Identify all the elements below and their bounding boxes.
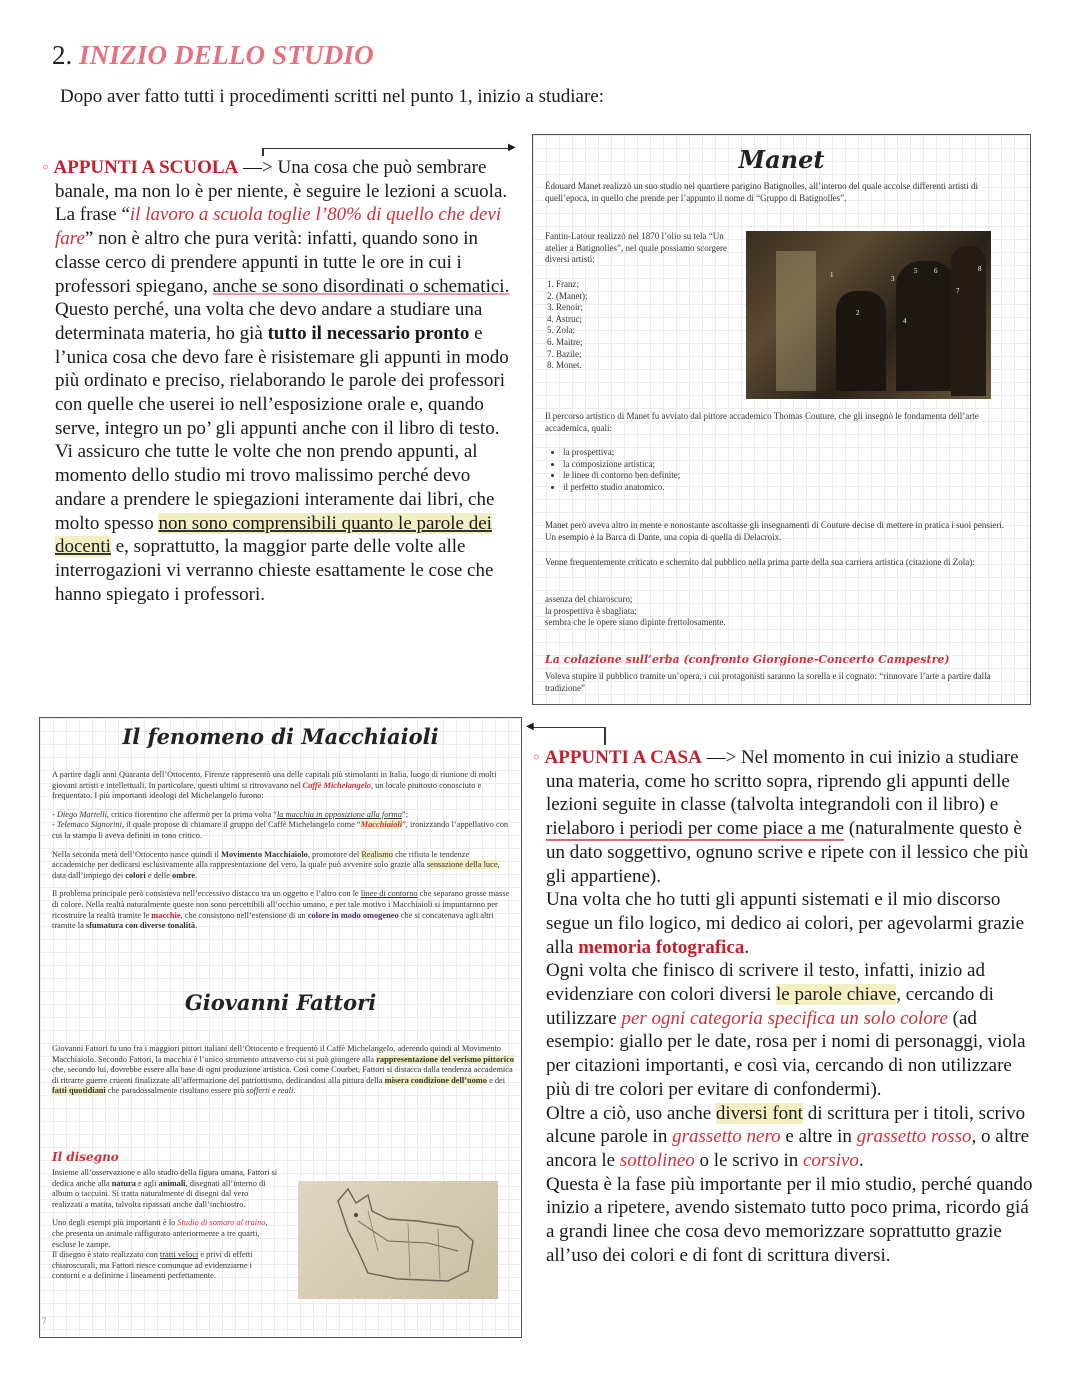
arrow-icon: —> (243, 157, 273, 178)
disegno-p8c: , che presenta un animale raffigurato anteriormente a tre quarti, escluse le zampe. (52, 1218, 268, 1249)
macchiaioli-p1c: , un locale piuttosto conosciuto e frequentato. I più importanti ideologi del Michelangelo furono: (52, 780, 482, 801)
manet-p2: Fantin-Latour realizzò nel 1870 l’olio su tela “Un atelier a Batignolles”, nel quale possiamo scorgere diversi artisti: (545, 231, 728, 265)
macchiaioli-term: Macchiaioli (360, 820, 403, 830)
artist-item: 2. (Manet); (547, 290, 588, 301)
macchiaioli-p3d: ”, ironizzando l’appellativo con cui la stampa li aveva definiti in tono critico. (52, 820, 509, 840)
section-title-text: INIZIO DELLO STUDIO (79, 40, 374, 70)
atelier-painting-image (746, 231, 991, 399)
casa-p3c: , cercando di utilizzare (546, 984, 994, 1029)
fattori-p6k: . (293, 1086, 296, 1096)
disegno-subtitle: Il disegno (52, 1150, 119, 1164)
fatti-quotidiani: fatti quotidiani (52, 1086, 106, 1096)
manet-p7: Voleva stupire il pubblico tramite un’opera, i cui protagonisti saranno la sorella e il cognato: “rinnovare l’arte a partire dalla tradizione” (545, 671, 991, 693)
sfumatura: sfumatura con diverse tonalità (85, 921, 196, 931)
painting-label: 5 (914, 267, 918, 275)
scuola-heading: APPUNTI A SCUOLA (53, 157, 239, 178)
manet-notes (532, 134, 1031, 705)
sofferti: sofferti (246, 1086, 270, 1096)
painting-label: 2 (856, 309, 860, 317)
reali: reali (277, 1086, 294, 1096)
fattori-p6i: e (272, 1086, 276, 1096)
painting-label: 1 (830, 271, 834, 279)
bullet-icon: ◦ (533, 747, 540, 768)
painting-label: 6 (934, 267, 938, 275)
fattori-p6g: che paradossalmente risultano essere più (107, 1086, 245, 1096)
disegno-p9a: Il disegno è stato realizzato con (52, 1250, 158, 1260)
scuola-p4a: Vi assicuro che tutte le volte che non prendo appunti, al momento dello studio mi trovo malissimo perché devo andare a prendere le spiegazioni interamente dai libri, che molto spesso (55, 441, 495, 534)
parole-chiave: le parole chiave (776, 984, 897, 1006)
scuola-p2b: ” non è altro che pura verità: infatti, quando sono in classe cerco di prendere appunti in tutte le ore in cui i professori spiegano, (55, 228, 478, 297)
macchiaioli-title: Il fenomeno di Macchiaioli (122, 724, 439, 749)
scuola-p2a: La frase “ (55, 204, 130, 226)
macchiaioli-p4c: , promotore del (307, 849, 360, 859)
diversi-font: diversi font (715, 1102, 803, 1124)
casa-section (533, 746, 1033, 1267)
grassetto-nero: grassetto nero (672, 1126, 781, 1148)
tratti-veloci: tratti veloci (159, 1250, 199, 1260)
fattori-p6e: e dei (489, 1075, 506, 1085)
manet-criticisms (545, 594, 845, 629)
sottolineo: sottolineo (619, 1149, 695, 1171)
casa-p1c: (naturalmente questo è un dato soggettivo, ognuno scrive e ripete con il lessico che più gli appartiene). (546, 818, 1029, 887)
section-title (52, 40, 374, 71)
macchiaioli-p5i: . (195, 921, 198, 931)
misera-condizione: misera condizione dell’uomo (384, 1075, 487, 1085)
disegno-p7a: Insieme all’osservazione e allo studio della figura umana, Fattori si dedica anche alla (52, 1168, 278, 1188)
manet-p1: Édouard Manet realizzò un suo studio nel quartiere parigino Batignolles, all’interno del quale accolse differenti artisti di quell’epoca, in quello che prende per l’appunto il nome di “Gruppo di Batignolles”. (545, 181, 978, 203)
casa-p4g: , o altre ancora le (546, 1126, 1030, 1171)
artist-item: 5. Zola; (547, 325, 575, 336)
list-item: • le linee di contorno ben definite; (563, 470, 863, 482)
fattori-title: Giovanni Fattori (184, 990, 377, 1015)
casa-p4c: di scrittura per i titoli, scrivo alcune parole in (546, 1102, 1026, 1148)
fattori-p6c: che, secondo lui, dovrebbe essere alla base di ogni produzione artistica. Così come Courbet, Fattori si distacca dalla tendenza accademica di ritrarre guerre cruenti finalizzate all’affermazione del patriottismo, dedicandosi alla pittura della (52, 1065, 513, 1085)
arrow-tick (262, 148, 264, 156)
disegno-p7c: e agli (138, 1178, 157, 1188)
artist-item: 6. Maitre; (547, 336, 583, 347)
casa-p4a: Oltre a ciò, uso anche (546, 1102, 712, 1124)
painting-label: 8 (978, 265, 982, 273)
casa-p4k: . (858, 1149, 864, 1171)
criticism-item: la prospettiva è sbagliata; (545, 605, 637, 616)
list-item: • il perfetto studio anatomico. (563, 482, 863, 494)
macchie: macchie (151, 910, 181, 920)
corsivo: corsivo (802, 1149, 859, 1171)
casa-p2a: Una volta che ho tutti gli appunti sistemati e il mio discorso segue un filo logico, mi dedico ai colori, per agevolarmi grazie alla (546, 889, 1024, 958)
artist-item: 1. Franz; (547, 279, 579, 289)
section-number: 2. (52, 40, 73, 70)
macchiaioli-text (52, 770, 514, 932)
colore-categoria: per ogni categoria specifica un solo colore (621, 1007, 948, 1029)
casa-p3a: Ogni volta che finisco di scrivere il testo, infatti, inizio ad evidenziare con colori diversi (546, 960, 985, 1006)
macchiaioli-p4i: e delle (147, 870, 170, 880)
studio-somaro: Studio di somaro al traino (177, 1218, 266, 1228)
scuola-p1: Una cosa che può sembrare banale, ma non lo è per niente, è seguire le lezioni a scuola. (55, 157, 508, 202)
manet-p3: Il percorso artistico di Manet fu avviato dal pittore accademico Thomas Couture, che gli insegnò le fondamenta dell’arte accademica, quali: (545, 411, 979, 433)
disegno-p9c: e privi di effetti chiaroscurali, ma Fattori riesce comunque ad evidenziarne i contorni e a definirne i lineamenti perfettamente. (52, 1250, 253, 1281)
manet-p5: Venne frequentemente criticato e schernito dal pubblico nella prima parte della sua carriera artistica (citazione di Zola): (545, 557, 975, 567)
macchiaioli-p4g: , data dall’impiego dei (52, 860, 500, 880)
casa-p1b: rielaboro i periodi per come piace a me (546, 818, 845, 840)
ombre: ombre (172, 870, 196, 880)
arrow-tick (604, 727, 606, 745)
macchiaioli-p5e: , che consistono nell’estensione di un (180, 910, 306, 920)
disegno-text (52, 1168, 278, 1282)
scuola-p4c: e, soprattutto, la maggior parte delle volte alle interrogazioni vi verranno chieste esattamente le cose che hanno spiegato i professori. (55, 536, 494, 605)
donkey-sketch-icon (298, 1181, 498, 1299)
casa-p1a: Nel momento in cui inizio a studiare una materia, come ho scritto sopra, riprendo gli appunti delle lezioni seguite in classe (talvolta integrandoli con il libro) e (546, 747, 1019, 816)
scuola-p3a: Questo perché, una volta che devo andare a studiare una determinata materia, ho già (55, 299, 483, 344)
manet-title: Manet (738, 145, 825, 174)
manet-artist-list (547, 279, 667, 372)
natura: natura (111, 1178, 136, 1188)
scuola-p4b: non sono comprensibili quanto le parole dei docenti (55, 512, 492, 558)
manet-p4: Manet però aveva altro in mente e nonostante ascoltasse gli insegnamenti di Couture decise di mettere in pratica i suoi pensieri. Un esempio è la Barca di Dante, una copia di quella di Delacroix. (545, 520, 1005, 542)
telemaco-signorini: - Telemaco Signorini (52, 820, 122, 830)
macchiaioli-p3b: , il quale propose di chiamare il gruppo del Caffè Michelangelo come “ (121, 820, 361, 830)
artist-item: 4. Astruc; (547, 313, 582, 324)
scuola-section (42, 156, 512, 606)
casa-p2c: . (744, 936, 750, 958)
manet-subtitle: La colazione sull’erba (confronto Giorgione-Concerto Campestre) (545, 653, 950, 666)
bullet-icon: ◦ (42, 157, 49, 178)
macchiaioli-p5a: Il problema principale però consisteva nell’eccessivo distacco tra un oggetto e l’altro con le (52, 889, 359, 899)
criticism-item: assenza del chiaroscuro; (545, 594, 633, 604)
linee-contorno: linee di contorno (360, 889, 418, 899)
scuola-p2c: anche se sono disordinati o schematici. (212, 275, 510, 297)
scuola-p3c: e l’unica cosa che devo fare è risistemare gli appunti in modo più ordinato e preciso, rielaborando le parole dei professori con quelle che userei io nell’esposizione orale e, quando serve, integro un po’ gli appunti anche con il libro di testo. (55, 322, 509, 439)
sensazione-luce: sensazione della luce (426, 860, 498, 870)
list-item: • la prospettiva; (563, 447, 863, 459)
macchiaioli-p2b: , critico fiorentino che affermò per la prima volta “ (106, 809, 277, 819)
macchiaioli-p1a: A partire dagli anni Quaranta dell’Ottocento, Firenze rappresentò una delle capitali più stimolanti in Italia, luogo di riunione di molti giovani artisti e intellettuali. In particolare, questi ultimi si ritrovavano nel (52, 770, 497, 790)
casa-p3e: (ad esempio: giallo per le date, rosa per i nomi di personaggi, viola per citazioni importanti, e così via, cercando di non utilizzare più di tre colori per evitare di confondermi). (546, 1007, 1026, 1100)
movimento-macchiaiolo: Movimento Macchiaiolo (221, 849, 308, 859)
artist-item: 7. Bazile; (547, 348, 582, 359)
verismo-pittorico: rappresentazione del verismo pittorico (376, 1054, 514, 1064)
diego-martelli: - Diego Martelli (52, 809, 107, 819)
donkey-sketch-image (298, 1181, 498, 1299)
painting-label: 3 (891, 275, 895, 283)
casa-p5: Questa è la fase più importante per il mio studio, perché quando inizio a ripetere, avendo sistemato tutto poco prima, ricordo giá a grandi linee che cosa devo memorizzare soprattutto grazie all’uso dei colori e di font di scrittura diversi. (546, 1173, 1033, 1266)
arrow-line (262, 148, 512, 149)
artist-item: 3. Renoir; (547, 302, 583, 313)
colori: colori (125, 870, 146, 880)
macchia-quote: la macchia in opposizione alla forma (276, 809, 402, 819)
painting-label: 7 (956, 287, 960, 295)
scuola-p3b: tutto il necessario pronto (267, 322, 470, 344)
scuola-quote: il lavoro a scuola toglie l’80% di quello che devi fare (55, 204, 502, 250)
page-number: 7 (42, 1316, 47, 1326)
arrow-head-icon: ▶ (508, 142, 516, 153)
casa-heading: APPUNTI A CASA (544, 747, 702, 768)
list-item: • la composizione artistica; (563, 459, 863, 471)
disegno-p7e: , disegnati all’interno di album o taccuini. Si tratta naturalmente di disegni dal vero realizzati a matita, talvolta ripassati anche dall’inchiostro. (52, 1178, 266, 1209)
artist-item: 8. Monet. (547, 360, 582, 371)
manet-list (549, 447, 863, 493)
macchiaioli-notes (39, 717, 522, 1338)
animali: animali (158, 1178, 186, 1188)
disegno-p8a: Uno degli esempi più importanti è lo (52, 1218, 176, 1228)
macchiaioli-p4k: . (195, 870, 198, 880)
caffe-michelangelo: Caffè Michelangelo (302, 780, 371, 790)
arrow-icon: —> (706, 747, 737, 768)
casa-p4e: e altre in (785, 1126, 852, 1148)
memoria-fotografica: memoria fotografica (578, 936, 745, 958)
fattori-p6a: Giovanni Fattori fu uno fra i maggiori pittori italiani dell’Ottocento e frequentò il Caffè Michelangelo, aderendo quindi al Movimento Macchiaiolo. Secondo Fattori, la macchia è l’unico strumento attraverso cui si può giungere alla (52, 1044, 501, 1064)
arrow-head-icon: ◀ (526, 721, 534, 732)
arrow-line (532, 727, 605, 728)
macchiaioli-p5c: che separano grosse masse di colore. Nella realtà naturalmente queste non sono percettibili all’occhio umano, e per tale motivo i Macchiaioli si impuntarono per ricostruire la realtà tramite le (52, 889, 510, 920)
colore-omogeneo: colore in modo omogeneo (307, 910, 399, 920)
macchiaioli-p4a: Nella seconda metà dell’Ottocento nasce quindi il (52, 849, 219, 859)
macchiaioli-p4e: che rifiuta le tendenze accademiche per dedicarsi esclusivamente alla rappresentazione del vero, la quale può avvenire solo grazie alla (52, 849, 470, 870)
grassetto-rosso: grassetto rosso (856, 1126, 972, 1148)
criticism-item: sembra che le opere siano dipinte frettolosamente. (545, 617, 726, 628)
realismo: Realismo (361, 849, 393, 859)
painting-label: 4 (903, 317, 907, 325)
intro-text: Dopo aver fatto tutti i procedimenti scritti nel punto 1, inizio a studiare: (60, 86, 605, 107)
macchiaioli-p2d: ”; (401, 809, 408, 819)
macchiaioli-p5g: che si concatenava agli altri tramite la (52, 910, 494, 931)
fattori-text (52, 1044, 514, 1097)
casa-p4i: o le scrivo in (699, 1149, 799, 1171)
